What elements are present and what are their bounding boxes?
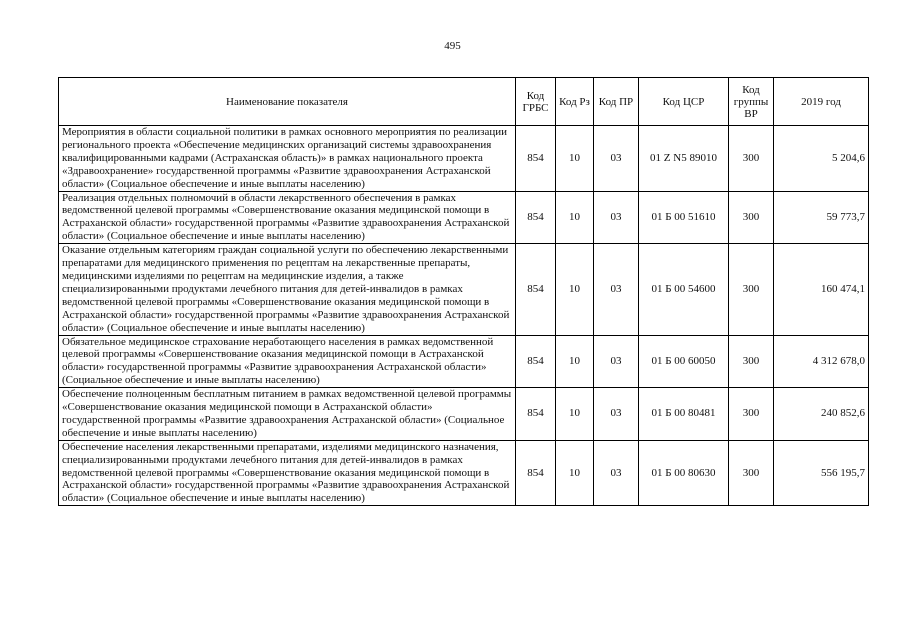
row-rz: 10 [556,388,594,441]
row-value: 240 852,6 [774,388,869,441]
table-row [59,388,869,441]
table-row [59,126,869,192]
row-pr: 03 [594,440,639,506]
row-vr: 300 [729,335,774,388]
row-vr: 300 [729,440,774,506]
row-grbs: 854 [516,440,556,506]
row-value: 5 204,6 [774,126,869,192]
budget-table [58,77,869,506]
row-name: Оказание отдельным категориям граждан социальной услуги по обеспечению лекарственными препаратами для медицинского применения по рецептам на лекарственные препараты, медицинскими изделиями по рецептам на медицинские изделия, а также специализированными продуктами лечебного питания для детей-инвалидов в рамках ведомственной целевой программы «Совершенствование оказания медицинской помощи в Астраханской области» государственной программы «Развитие здравоохранения Астраханской области» (Социальное обеспечение и иные выплаты населению) [59,244,516,335]
row-name: Обязательное медицинское страхование неработающего населения в рамках ведомственной целевой программы «Совершенствование оказания медицинской помощи в Астраханской области» государственной программы «Развитие здравоохранения Астраханской области» (Социальное обеспечение и иные выплаты населению) [59,335,516,388]
header-csr: Код ЦСР [639,78,729,126]
row-csr: 01 Z N5 89010 [639,126,729,192]
row-name: Обеспечение полноценным бесплатным питанием в рамках ведомственной целевой программы «Совершенствование оказания медицинской помощи в Астраханской области» государственной программы «Развитие здравоохранения Астраханской области» (Социальное обеспечение и иные выплаты населению) [59,388,516,441]
row-grbs: 854 [516,191,556,244]
table-row [59,335,869,388]
row-csr: 01 Б 00 51610 [639,191,729,244]
row-vr: 300 [729,244,774,335]
row-csr: 01 Б 00 54600 [639,244,729,335]
row-rz: 10 [556,440,594,506]
row-value: 160 474,1 [774,244,869,335]
header-vr: Код группы ВР [729,78,774,126]
table-header-row [59,78,869,126]
row-csr: 01 Б 00 80630 [639,440,729,506]
row-pr: 03 [594,335,639,388]
row-name: Мероприятия в области социальной политики в рамках основного мероприятия по реализации регионального проекта «Обеспечение медицинских организаций системы здравоохранения квалифицированными кадрами (Астраханская область)» в рамках национального проекта «Здравоохранение» государственной программы «Развитие здравоохранения Астраханской области» (Социальное обеспечение и иные выплаты населению) [59,126,516,192]
header-grbs: Код ГРБС [516,78,556,126]
row-value: 4 312 678,0 [774,335,869,388]
row-rz: 10 [556,126,594,192]
table-row [59,191,869,244]
row-pr: 03 [594,244,639,335]
header-year: 2019 год [774,78,869,126]
row-rz: 10 [556,244,594,335]
row-grbs: 854 [516,126,556,192]
header-name: Наименование показателя [59,78,516,126]
row-rz: 10 [556,335,594,388]
row-pr: 03 [594,388,639,441]
row-vr: 300 [729,126,774,192]
row-grbs: 854 [516,335,556,388]
table-row [59,244,869,335]
row-grbs: 854 [516,244,556,335]
row-pr: 03 [594,126,639,192]
row-value: 59 773,7 [774,191,869,244]
row-rz: 10 [556,191,594,244]
row-name: Реализация отдельных полномочий в области лекарственного обеспечения в рамках ведомственной целевой программы «Совершенствование оказания медицинской помощи в Астраханской области» государственной программы «Развитие здравоохранения Астраханской области» (Социальное обеспечение и иные выплаты населению) [59,191,516,244]
row-vr: 300 [729,388,774,441]
row-csr: 01 Б 00 60050 [639,335,729,388]
row-csr: 01 Б 00 80481 [639,388,729,441]
row-value: 556 195,7 [774,440,869,506]
row-name: Обеспечение населения лекарственными препаратами, изделиями медицинского назначения, специализированными продуктами лечебного питания для детей-инвалидов в рамках ведомственной целевой программы «Совершенствование оказания медицинской помощи в Астраханской области» государственной программы «Развитие здравоохранения Астраханской области» (Социальное обеспечение и иные выплаты населению) [59,440,516,506]
row-vr: 300 [729,191,774,244]
row-pr: 03 [594,191,639,244]
table-row [59,440,869,506]
page-number: 495 [444,40,461,52]
header-rz: Код Рз [556,78,594,126]
header-pr: Код ПР [594,78,639,126]
row-grbs: 854 [516,388,556,441]
